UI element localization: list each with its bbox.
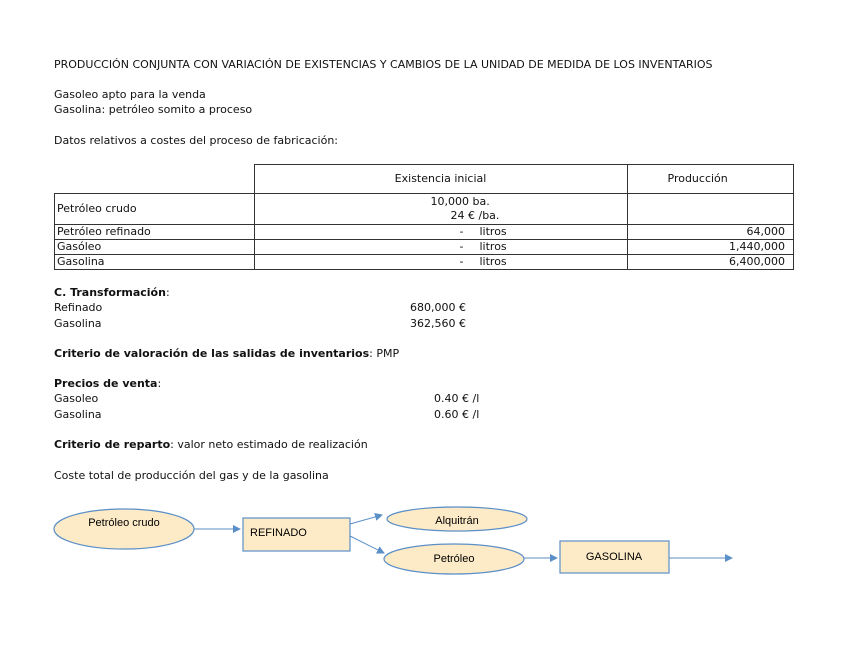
inicial-unit: litros [479, 225, 507, 238]
row-label: Gasolina [55, 255, 255, 270]
criterio-reparto: Criterio de reparto: valor neto estimado de realización [54, 438, 368, 451]
transformacion-refinado-value: 680,000 € [410, 301, 466, 314]
note-gasolina: Gasolina: petróleo somito a proceso [54, 103, 253, 116]
row-produccion: 64,000 [627, 225, 794, 240]
table-row [55, 225, 794, 240]
arrow-refinado-alquitran [350, 515, 382, 524]
row-produccion [627, 194, 794, 225]
transformacion-gasolina-value: 362,560 € [410, 317, 466, 330]
node-refinado-label: REFINADO [250, 527, 307, 539]
node-crudo-label: Petróleo crudo [88, 517, 160, 529]
row-inicial [254, 240, 627, 255]
process-diagram [54, 498, 734, 568]
transformacion-refinado-label: Refinado [54, 301, 103, 314]
precio-gasoleo-value: 0.40 € /l [434, 392, 480, 405]
row-inicial [254, 225, 627, 240]
node-petroleo-label: Petróleo [433, 553, 475, 565]
inicial-unit: litros [479, 255, 507, 268]
node-crudo [54, 509, 194, 549]
arrow-refinado-petroleo [350, 536, 384, 553]
coste-total: Coste total de producción del gas y de la gasolina [54, 469, 329, 482]
inventory-table [54, 164, 794, 270]
inicial-dash: - [459, 225, 464, 238]
criterio-valoracion: Criterio de valoración de las salidas de inventarios: PMP [54, 347, 400, 360]
row-produccion: 1,440,000 [627, 240, 794, 255]
row-produccion: 6,400,000 [627, 255, 794, 270]
precio-gasolina-label: Gasolina [54, 408, 102, 421]
table-header-row [55, 165, 794, 194]
inicial-qty: 10,000 ba. [430, 195, 490, 208]
inicial-dash: - [459, 240, 464, 253]
node-gasolina-label: GASOLINA [585, 551, 643, 563]
inicial-dash: - [459, 255, 464, 268]
header-produccion: Producción [627, 165, 794, 194]
costs-intro: Datos relativos a costes del proceso de fabricación: [54, 134, 339, 147]
row-label: Petróleo crudo [55, 194, 255, 225]
precio-gasoleo-label: Gasoleo [54, 392, 99, 405]
table-row [55, 194, 794, 225]
table-row [55, 240, 794, 255]
row-inicial [254, 194, 627, 225]
row-label: Gasóleo [55, 240, 255, 255]
table-row [55, 255, 794, 270]
transformacion-gasolina-label: Gasolina [54, 317, 102, 330]
note-gasoleo: Gasoleo apto para la venda [54, 88, 206, 101]
precio-gasolina-value: 0.60 € /l [434, 408, 480, 421]
header-existencia-inicial: Existencia inicial [254, 165, 627, 194]
row-inicial [254, 255, 627, 270]
transformacion-heading: C. Transformación: [54, 286, 170, 299]
inicial-price: 24 € /ba. [450, 209, 500, 222]
precios-heading: Precios de venta: [54, 377, 162, 390]
row-label: Petróleo refinado [55, 225, 255, 240]
node-alquitran-label: Alquitrán [435, 515, 479, 527]
print-area [54, 50, 785, 567]
page-title: PRODUCCIÓN CONJUNTA CON VARIACIÓN DE EXISTENCIAS Y CAMBIOS DE LA UNIDAD DE MEDIDA DE LOS INVENTARIOS [54, 58, 713, 71]
inicial-unit: litros [479, 240, 507, 253]
